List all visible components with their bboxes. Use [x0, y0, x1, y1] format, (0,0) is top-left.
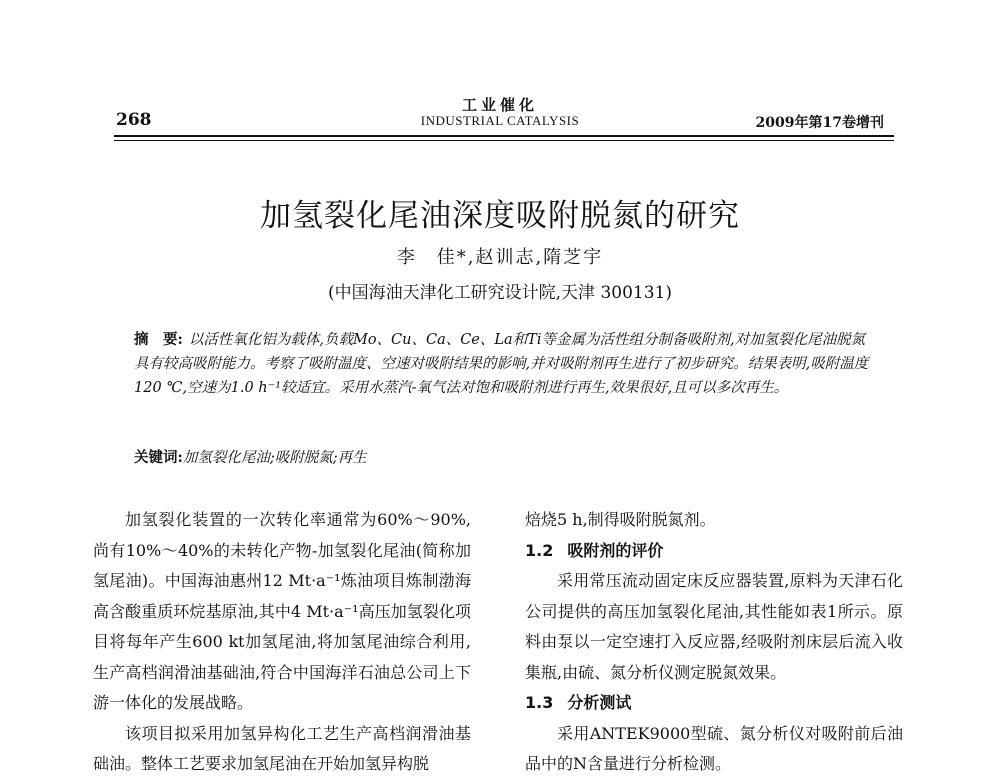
- authors: 李 佳*,赵训志,隋芝宇: [396, 247, 604, 268]
- header-rule-thick: [114, 135, 894, 137]
- keywords: [134, 446, 874, 467]
- journal-title-cn: 工业催化: [461, 96, 538, 114]
- abstract-label: 摘 要:: [134, 331, 183, 348]
- intro-paragraph-1: 加氢裂化装置的一次转化率通常为60%～90%,尚有10%～40%的未转化产物-加氢裂化尾油(简称加氢尾油)。中国海油惠州12 Mt·a⁻¹炼油项目炼制渤海高含酸重质环烷基原油,其中4 Mt·a⁻¹高压加氢裂化项目将每年产生600 kt加氢尾油,将加氢尾油综合利用,生产高档润滑油基础油,符合中国海洋石油总公司上下游一体化的发展战略。: [93, 510, 471, 712]
- keywords-label: 关键词:: [134, 449, 183, 466]
- page-number: 268: [116, 110, 152, 130]
- paper-title: 加氢裂化尾油深度吸附脱氮的研究: [260, 198, 740, 234]
- section-number: 1.3: [525, 693, 554, 712]
- abstract: [134, 328, 874, 400]
- abstract-text: 以活性氧化铝为载体,负载Mo、Cu、Ca、Ce、La和Ti等金属为活性组分制备吸附剂,对加氢裂化尾油脱氮具有较高吸附能力。考察了吸附温度、空速对吸附结果的影响,并对吸附剂再生进行了初步研究。结果表明,吸附温度120 ℃,空速为1.0 h⁻¹较适宜。采用水蒸汽-氧气法对饱和吸附剂进行再生,效果很好,且可以多次再生。: [134, 332, 869, 396]
- section-number: 1.2: [525, 540, 554, 560]
- evaluation-paragraph: 采用常压流动固定床反应器装置,原料为天津石化公司提供的高压加氢裂化尾油,其性能如表1所示。原料由泵以一定空速打入反应器,经吸附剂床层后流入收集瓶,由硫、氮分析仪测定脱氮效果。: [525, 571, 903, 682]
- keywords-text: 加氢裂化尾油;吸附脱氮;再生: [182, 450, 367, 466]
- section-title: 分析测试: [567, 693, 632, 712]
- intro-paragraph-2: 该项目拟采用加氢异构化工艺生产高档润滑油基础油。整体工艺要求加氢尾油在开始加氢异构脱: [93, 723, 471, 773]
- section-heading-1-3: [525, 688, 903, 719]
- section-heading-1-2: [525, 536, 903, 567]
- journal-title-en: INDUSTRIAL CATALYSIS: [420, 113, 580, 128]
- method-paragraph-continued: 焙烧5 h,制得吸附脱氮剂。: [525, 510, 716, 529]
- body-column-left: [93, 505, 471, 780]
- affiliation: (中国海油天津化工研究设计院,天津 300131): [328, 283, 672, 303]
- body-column-right: [525, 505, 903, 780]
- section-title: 吸附剂的评价: [567, 540, 664, 560]
- analysis-paragraph: 采用ANTEK9000型硫、氮分析仪对吸附前后油品中的N含量进行分析检测。: [525, 723, 903, 773]
- header-rule-thin: [114, 140, 894, 141]
- issue-info: 2009年第17卷增刊: [755, 115, 884, 131]
